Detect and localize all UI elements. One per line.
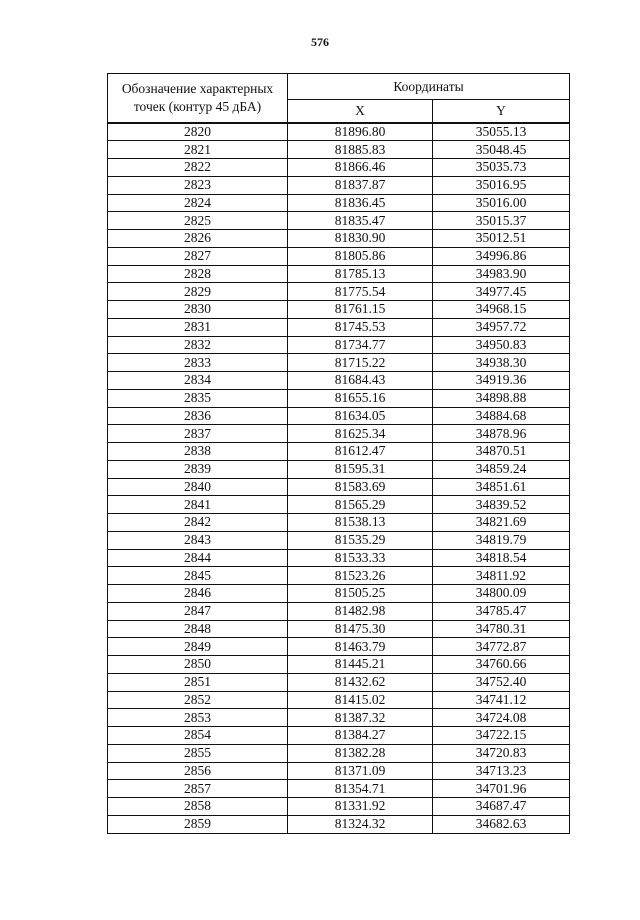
y-coordinate-cell: 34977.45 [433, 283, 570, 301]
x-coordinate-cell: 81761.15 [288, 301, 433, 319]
point-id-cell: 2853 [108, 709, 288, 727]
x-coordinate-cell: 81475.30 [288, 620, 433, 638]
y-coordinate-cell: 34780.31 [433, 620, 570, 638]
point-id-cell: 2827 [108, 247, 288, 265]
table-row [108, 656, 570, 674]
table-row [108, 283, 570, 301]
table-row [108, 141, 570, 159]
header-x: X [288, 100, 433, 123]
table-row [108, 727, 570, 745]
y-coordinate-cell: 35016.95 [433, 176, 570, 194]
table-row [108, 709, 570, 727]
point-id-cell: 2858 [108, 798, 288, 816]
x-coordinate-cell: 81715.22 [288, 354, 433, 372]
x-coordinate-cell: 81866.46 [288, 159, 433, 177]
y-coordinate-cell: 34724.08 [433, 709, 570, 727]
y-coordinate-cell: 35035.73 [433, 159, 570, 177]
x-coordinate-cell: 81354.71 [288, 780, 433, 798]
y-coordinate-cell: 34851.61 [433, 478, 570, 496]
x-coordinate-cell: 81775.54 [288, 283, 433, 301]
table-row [108, 354, 570, 372]
x-coordinate-cell: 81885.83 [288, 141, 433, 159]
y-coordinate-cell: 34722.15 [433, 727, 570, 745]
y-coordinate-cell: 34839.52 [433, 496, 570, 514]
point-id-cell: 2824 [108, 194, 288, 212]
point-id-cell: 2852 [108, 691, 288, 709]
table-row [108, 265, 570, 283]
y-coordinate-cell: 34919.36 [433, 372, 570, 390]
table-row [108, 389, 570, 407]
table-row [108, 638, 570, 656]
x-coordinate-cell: 81830.90 [288, 230, 433, 248]
x-coordinate-cell: 81805.86 [288, 247, 433, 265]
table-row [108, 123, 570, 141]
point-id-cell: 2851 [108, 673, 288, 691]
table-row [108, 585, 570, 603]
x-coordinate-cell: 81625.34 [288, 425, 433, 443]
table-row [108, 478, 570, 496]
y-coordinate-cell: 34713.23 [433, 762, 570, 780]
point-id-cell: 2855 [108, 744, 288, 762]
x-coordinate-cell: 81538.13 [288, 514, 433, 532]
y-coordinate-cell: 34870.51 [433, 443, 570, 461]
point-id-cell: 2823 [108, 176, 288, 194]
y-coordinate-cell: 34968.15 [433, 301, 570, 319]
table-row [108, 531, 570, 549]
y-coordinate-cell: 34859.24 [433, 460, 570, 478]
x-coordinate-cell: 81734.77 [288, 336, 433, 354]
x-coordinate-cell: 81745.53 [288, 318, 433, 336]
table-row [108, 318, 570, 336]
point-id-cell: 2857 [108, 780, 288, 798]
point-id-cell: 2843 [108, 531, 288, 549]
y-coordinate-cell: 34720.83 [433, 744, 570, 762]
page-number: 576 [311, 35, 329, 49]
point-id-cell: 2831 [108, 318, 288, 336]
y-coordinate-cell: 34811.92 [433, 567, 570, 585]
y-coordinate-cell: 34752.40 [433, 673, 570, 691]
point-id-cell: 2829 [108, 283, 288, 301]
point-id-cell: 2822 [108, 159, 288, 177]
point-id-cell: 2846 [108, 585, 288, 603]
point-id-cell: 2833 [108, 354, 288, 372]
y-coordinate-cell: 34983.90 [433, 265, 570, 283]
table-row [108, 176, 570, 194]
point-id-cell: 2836 [108, 407, 288, 425]
point-id-cell: 2839 [108, 460, 288, 478]
point-id-cell: 2837 [108, 425, 288, 443]
point-id-cell: 2854 [108, 727, 288, 745]
table-row [108, 744, 570, 762]
y-coordinate-cell: 34950.83 [433, 336, 570, 354]
y-coordinate-cell: 34957.72 [433, 318, 570, 336]
point-id-cell: 2830 [108, 301, 288, 319]
y-coordinate-cell: 34800.09 [433, 585, 570, 603]
table-row [108, 194, 570, 212]
y-coordinate-cell: 34687.47 [433, 798, 570, 816]
x-coordinate-cell: 81415.02 [288, 691, 433, 709]
table-row [108, 336, 570, 354]
y-coordinate-cell: 34938.30 [433, 354, 570, 372]
x-coordinate-cell: 81324.32 [288, 815, 433, 833]
x-coordinate-cell: 81634.05 [288, 407, 433, 425]
table-row [108, 815, 570, 833]
point-id-cell: 2842 [108, 514, 288, 532]
x-coordinate-cell: 81785.13 [288, 265, 433, 283]
point-id-cell: 2850 [108, 656, 288, 674]
table-row [108, 159, 570, 177]
y-coordinate-cell: 35012.51 [433, 230, 570, 248]
point-id-cell: 2849 [108, 638, 288, 656]
y-coordinate-cell: 34884.68 [433, 407, 570, 425]
point-id-cell: 2832 [108, 336, 288, 354]
point-id-cell: 2838 [108, 443, 288, 461]
table-row [108, 301, 570, 319]
table-row [108, 514, 570, 532]
point-id-cell: 2828 [108, 265, 288, 283]
table-row [108, 407, 570, 425]
x-coordinate-cell: 81896.80 [288, 123, 433, 141]
x-coordinate-cell: 81482.98 [288, 602, 433, 620]
table-body [108, 123, 570, 834]
x-coordinate-cell: 81837.87 [288, 176, 433, 194]
y-coordinate-cell: 34701.96 [433, 780, 570, 798]
header-coordinates: Координаты [288, 74, 570, 100]
table-row [108, 372, 570, 390]
table-row [108, 460, 570, 478]
y-coordinate-cell: 35016.00 [433, 194, 570, 212]
table-row [108, 780, 570, 798]
x-coordinate-cell: 81535.29 [288, 531, 433, 549]
x-coordinate-cell: 81612.47 [288, 443, 433, 461]
y-coordinate-cell: 35048.45 [433, 141, 570, 159]
point-id-cell: 2821 [108, 141, 288, 159]
table-row [108, 230, 570, 248]
table-header [108, 74, 570, 123]
x-coordinate-cell: 81505.25 [288, 585, 433, 603]
y-coordinate-cell: 34818.54 [433, 549, 570, 567]
table-row [108, 425, 570, 443]
point-id-cell: 2820 [108, 123, 288, 141]
y-coordinate-cell: 34819.79 [433, 531, 570, 549]
point-id-cell: 2845 [108, 567, 288, 585]
x-coordinate-cell: 81835.47 [288, 212, 433, 230]
point-id-cell: 2826 [108, 230, 288, 248]
x-coordinate-cell: 81595.31 [288, 460, 433, 478]
table-row [108, 247, 570, 265]
x-coordinate-cell: 81331.92 [288, 798, 433, 816]
x-coordinate-cell: 81836.45 [288, 194, 433, 212]
point-id-cell: 2856 [108, 762, 288, 780]
y-coordinate-cell: 34741.12 [433, 691, 570, 709]
y-coordinate-cell: 35015.37 [433, 212, 570, 230]
x-coordinate-cell: 81384.27 [288, 727, 433, 745]
x-coordinate-cell: 81523.26 [288, 567, 433, 585]
point-id-cell: 2840 [108, 478, 288, 496]
point-id-cell: 2834 [108, 372, 288, 390]
x-coordinate-cell: 81655.16 [288, 389, 433, 407]
table-row [108, 620, 570, 638]
y-coordinate-cell: 35055.13 [433, 123, 570, 141]
point-id-cell: 2841 [108, 496, 288, 514]
table-row [108, 567, 570, 585]
y-coordinate-cell: 34878.96 [433, 425, 570, 443]
x-coordinate-cell: 81387.32 [288, 709, 433, 727]
table-row [108, 549, 570, 567]
point-id-cell: 2844 [108, 549, 288, 567]
x-coordinate-cell: 81371.09 [288, 762, 433, 780]
y-coordinate-cell: 34772.87 [433, 638, 570, 656]
y-coordinate-cell: 34682.63 [433, 815, 570, 833]
y-coordinate-cell: 34821.69 [433, 514, 570, 532]
table-row [108, 496, 570, 514]
header-point-label-line2: точек (контур 45 дБА) [133, 98, 262, 114]
header-point-label-line1: Обозначение характерных [121, 80, 274, 96]
point-id-cell: 2848 [108, 620, 288, 638]
table-row [108, 691, 570, 709]
point-id-cell: 2825 [108, 212, 288, 230]
x-coordinate-cell: 81583.69 [288, 478, 433, 496]
table-row [108, 212, 570, 230]
x-coordinate-cell: 81565.29 [288, 496, 433, 514]
point-id-cell: 2859 [108, 815, 288, 833]
point-id-cell: 2847 [108, 602, 288, 620]
table-row [108, 673, 570, 691]
x-coordinate-cell: 81382.28 [288, 744, 433, 762]
table-row [108, 602, 570, 620]
point-id-cell: 2835 [108, 389, 288, 407]
table-row [108, 798, 570, 816]
x-coordinate-cell: 81463.79 [288, 638, 433, 656]
x-coordinate-cell: 81432.62 [288, 673, 433, 691]
header-y: Y [433, 100, 570, 123]
header-point-label [108, 74, 288, 123]
y-coordinate-cell: 34760.66 [433, 656, 570, 674]
table-row [108, 762, 570, 780]
x-coordinate-cell: 81533.33 [288, 549, 433, 567]
table-row [108, 443, 570, 461]
x-coordinate-cell: 81684.43 [288, 372, 433, 390]
y-coordinate-cell: 34898.88 [433, 389, 570, 407]
coordinates-table [107, 73, 570, 834]
y-coordinate-cell: 34785.47 [433, 602, 570, 620]
x-coordinate-cell: 81445.21 [288, 656, 433, 674]
y-coordinate-cell: 34996.86 [433, 247, 570, 265]
